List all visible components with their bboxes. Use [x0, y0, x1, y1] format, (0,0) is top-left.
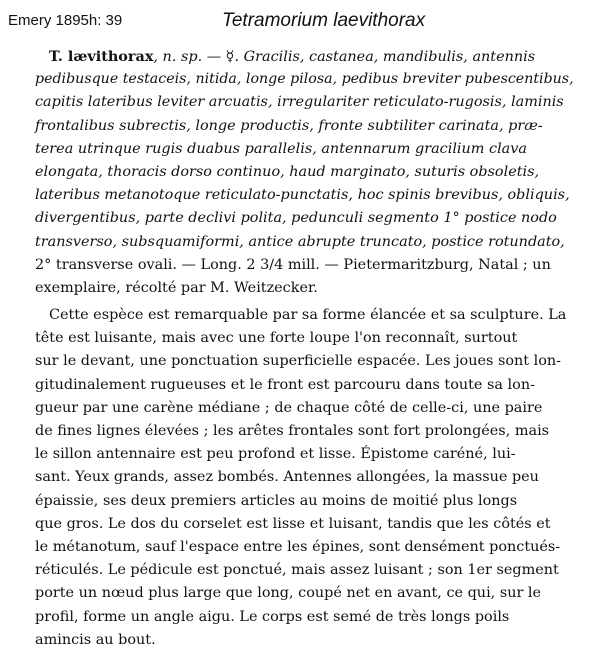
text-line	[35, 45, 575, 68]
text-line	[35, 91, 575, 114]
text-line	[35, 68, 575, 91]
text-line	[35, 277, 575, 300]
text-line	[35, 254, 575, 277]
text-span: 2° transverse ovali. — Long. 2 3/4 mill. — Pietermaritzburg, Natal ; un	[35, 256, 551, 273]
text-span: frontalibus subrectis, longe productis, fronte subtiliter carinata, præ-	[35, 117, 543, 134]
text-line: épaissie, ses deux premiers articles au moins de moitié plus longs	[35, 492, 518, 509]
text-span: elongata, thoracis dorso continuo, haud marginato, suturis obsoletis,	[35, 163, 540, 180]
citation-label: Emery 1895h: 39	[8, 12, 123, 29]
text-span: pedibusque testaceis, nitida, longe pilosa, pedibus breviter pubescentibus,	[35, 71, 574, 88]
text-line: sant. Yeux grands, assez bombés. Antennes allongées, la massue peu	[35, 469, 539, 486]
text-line: le métanotum, sauf l'espace entre les épines, sont densément ponctués-	[35, 538, 561, 555]
page-header	[8, 10, 608, 34]
text-line: sur le devant, une ponctuation superficielle espacée. Les joues sont lon-	[35, 353, 562, 370]
species-name: T. lævithorax	[49, 48, 154, 65]
text-line: que gros. Le dos du corselet est lisse et luisant, tandis que les côtés et	[35, 515, 551, 532]
text-line: le sillon antennaire est peu profond et lisse. Épistome caréné, lui-	[35, 446, 516, 463]
text-span: exemplaire, récolté par M. Weitzecker.	[35, 279, 318, 296]
text-span: , n. sp. — ☿. Gracilis, castanea, mandibulis, antennis	[153, 49, 536, 65]
text-line	[35, 138, 575, 161]
text-line: gitudinalement rugueuses et le front est parcouru dans toute sa lon-	[35, 376, 535, 393]
text-line: de fines lignes élevées ; les arêtes frontales sont fort prolongées, mais	[35, 423, 550, 439]
text-line	[35, 207, 575, 230]
text-line	[35, 161, 575, 184]
french-description	[35, 304, 575, 652]
text-line: gueur par une carène médiane ; de chaque côté de celle-ci, une paire	[35, 399, 543, 416]
text-line: réticulés. Le pédicule est ponctué, mais assez luisant ; son 1er segment	[35, 562, 559, 579]
text-span: lateribus metanotoque reticulato-punctatis, hoc spinis brevibus, obliquis,	[35, 187, 570, 204]
latin-description	[35, 45, 575, 300]
text-line: amincis au bout.	[35, 631, 156, 648]
text-line	[35, 231, 575, 254]
text-span: transverso, subsquamiformi, antice abrupte truncato, postice rotundato,	[35, 233, 565, 250]
taxon-title: Tetramorium laevithorax	[222, 10, 426, 31]
text-span: terea utrinque rugis duabus parallelis, antennarum gracilium clava	[35, 140, 527, 157]
text-line: Cette espèce est remarquable par sa forme élancée et sa sculpture. La	[49, 307, 567, 324]
text-span: capitis lateribus leviter arcuatis, irregulariter reticulato-rugosis, laminis	[35, 94, 564, 111]
text-line	[35, 184, 575, 207]
text-span: divergentibus, parte declivi polita, pedunculi segmento 1° postice nodo	[35, 210, 557, 227]
document-body	[35, 45, 575, 652]
text-line	[35, 115, 575, 138]
text-line: profil, forme un angle aigu. Le corps est semé de très longs poils	[35, 608, 510, 625]
text-line: porte un nœud plus large que long, coupé net en avant, ce qui, sur le	[35, 585, 542, 602]
text-line: tête est luisante, mais avec une forte loupe l'on reconnaît, surtout	[35, 330, 518, 347]
